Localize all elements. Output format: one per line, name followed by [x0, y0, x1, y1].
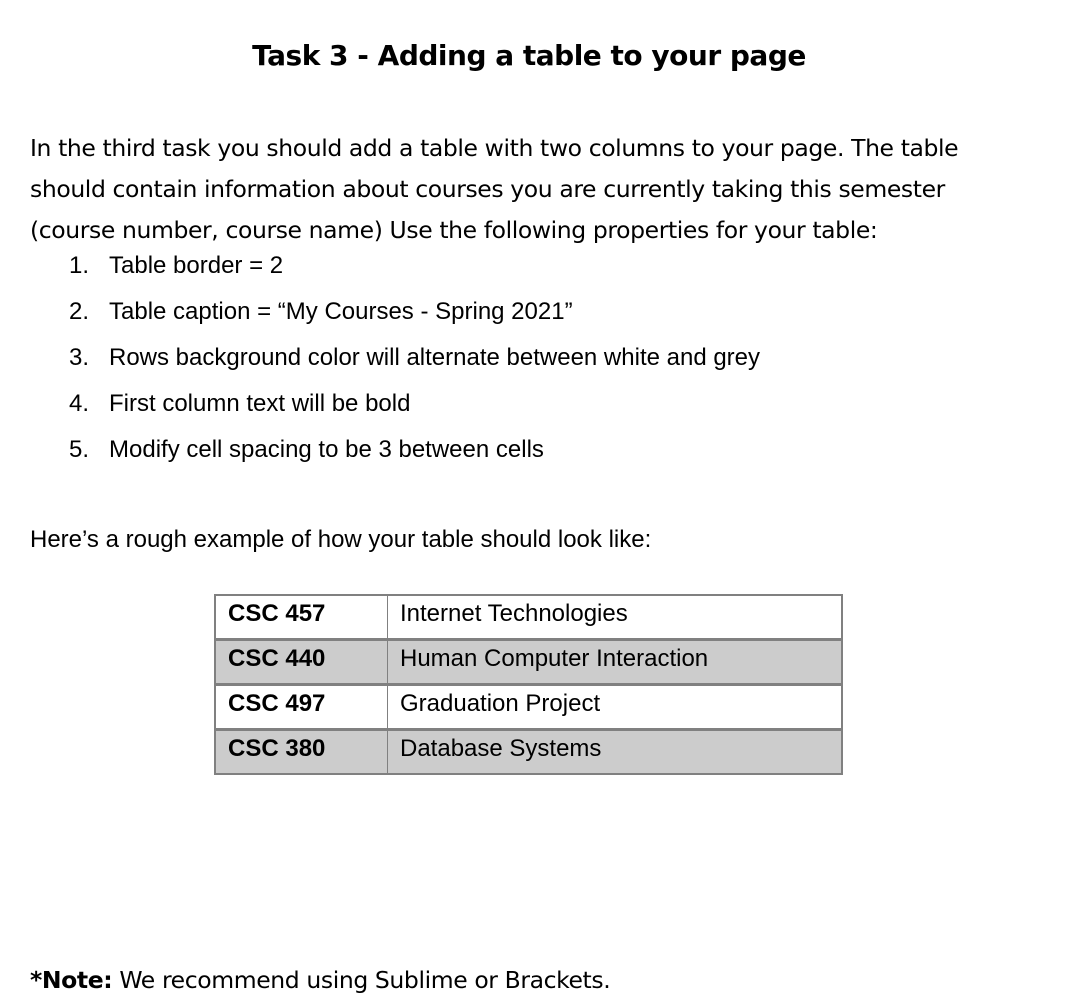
list-item	[30, 336, 760, 382]
course-name-cell: Graduation Project	[388, 685, 843, 730]
intro-line-3: (course number, course name) Use the following properties for your table:	[30, 216, 878, 244]
list-item	[30, 382, 760, 428]
table-row	[215, 595, 842, 640]
list-text: Table caption = “My Courses - Spring 2021”	[109, 298, 573, 325]
table-row	[215, 685, 842, 730]
list-number: 5.	[69, 436, 90, 463]
list-item	[30, 290, 760, 336]
courses-table	[214, 594, 843, 775]
list-text: Table border = 2	[109, 252, 284, 279]
list-item	[30, 428, 760, 474]
page-title: Task 3 - Adding a table to your page	[252, 39, 806, 72]
list-item	[30, 244, 760, 290]
list-number: 3.	[69, 344, 90, 371]
properties-list	[30, 244, 760, 474]
course-code-cell: CSC 440	[215, 640, 388, 685]
note	[30, 960, 610, 1000]
list-text: First column text will be bold	[109, 390, 411, 417]
course-name-cell: Human Computer Interaction	[388, 640, 843, 685]
course-code-cell: CSC 457	[215, 595, 388, 640]
list-text: Modify cell spacing to be 3 between cells	[109, 436, 544, 463]
list-number: 2.	[69, 298, 90, 325]
example-intro: Here’s a rough example of how your table should look like:	[30, 526, 652, 553]
list-number: 1.	[69, 252, 90, 279]
course-name-cell: Database Systems	[388, 730, 843, 775]
table-row	[215, 640, 842, 685]
intro-line-2: should contain information about courses you are currently taking this semester	[30, 175, 945, 203]
course-code-cell: CSC 380	[215, 730, 388, 775]
list-number: 4.	[69, 390, 90, 417]
course-code-cell: CSC 497	[215, 685, 388, 730]
list-text: Rows background color will alternate between white and grey	[109, 344, 761, 371]
note-label: *Note:	[30, 966, 113, 994]
table-row	[215, 730, 842, 775]
intro-line-1: In the third task you should add a table with two columns to your page. The table	[30, 134, 959, 162]
course-name-cell: Internet Technologies	[388, 595, 843, 640]
intro-paragraph	[30, 128, 1030, 251]
note-text: We recommend using Sublime or Brackets.	[112, 966, 611, 994]
